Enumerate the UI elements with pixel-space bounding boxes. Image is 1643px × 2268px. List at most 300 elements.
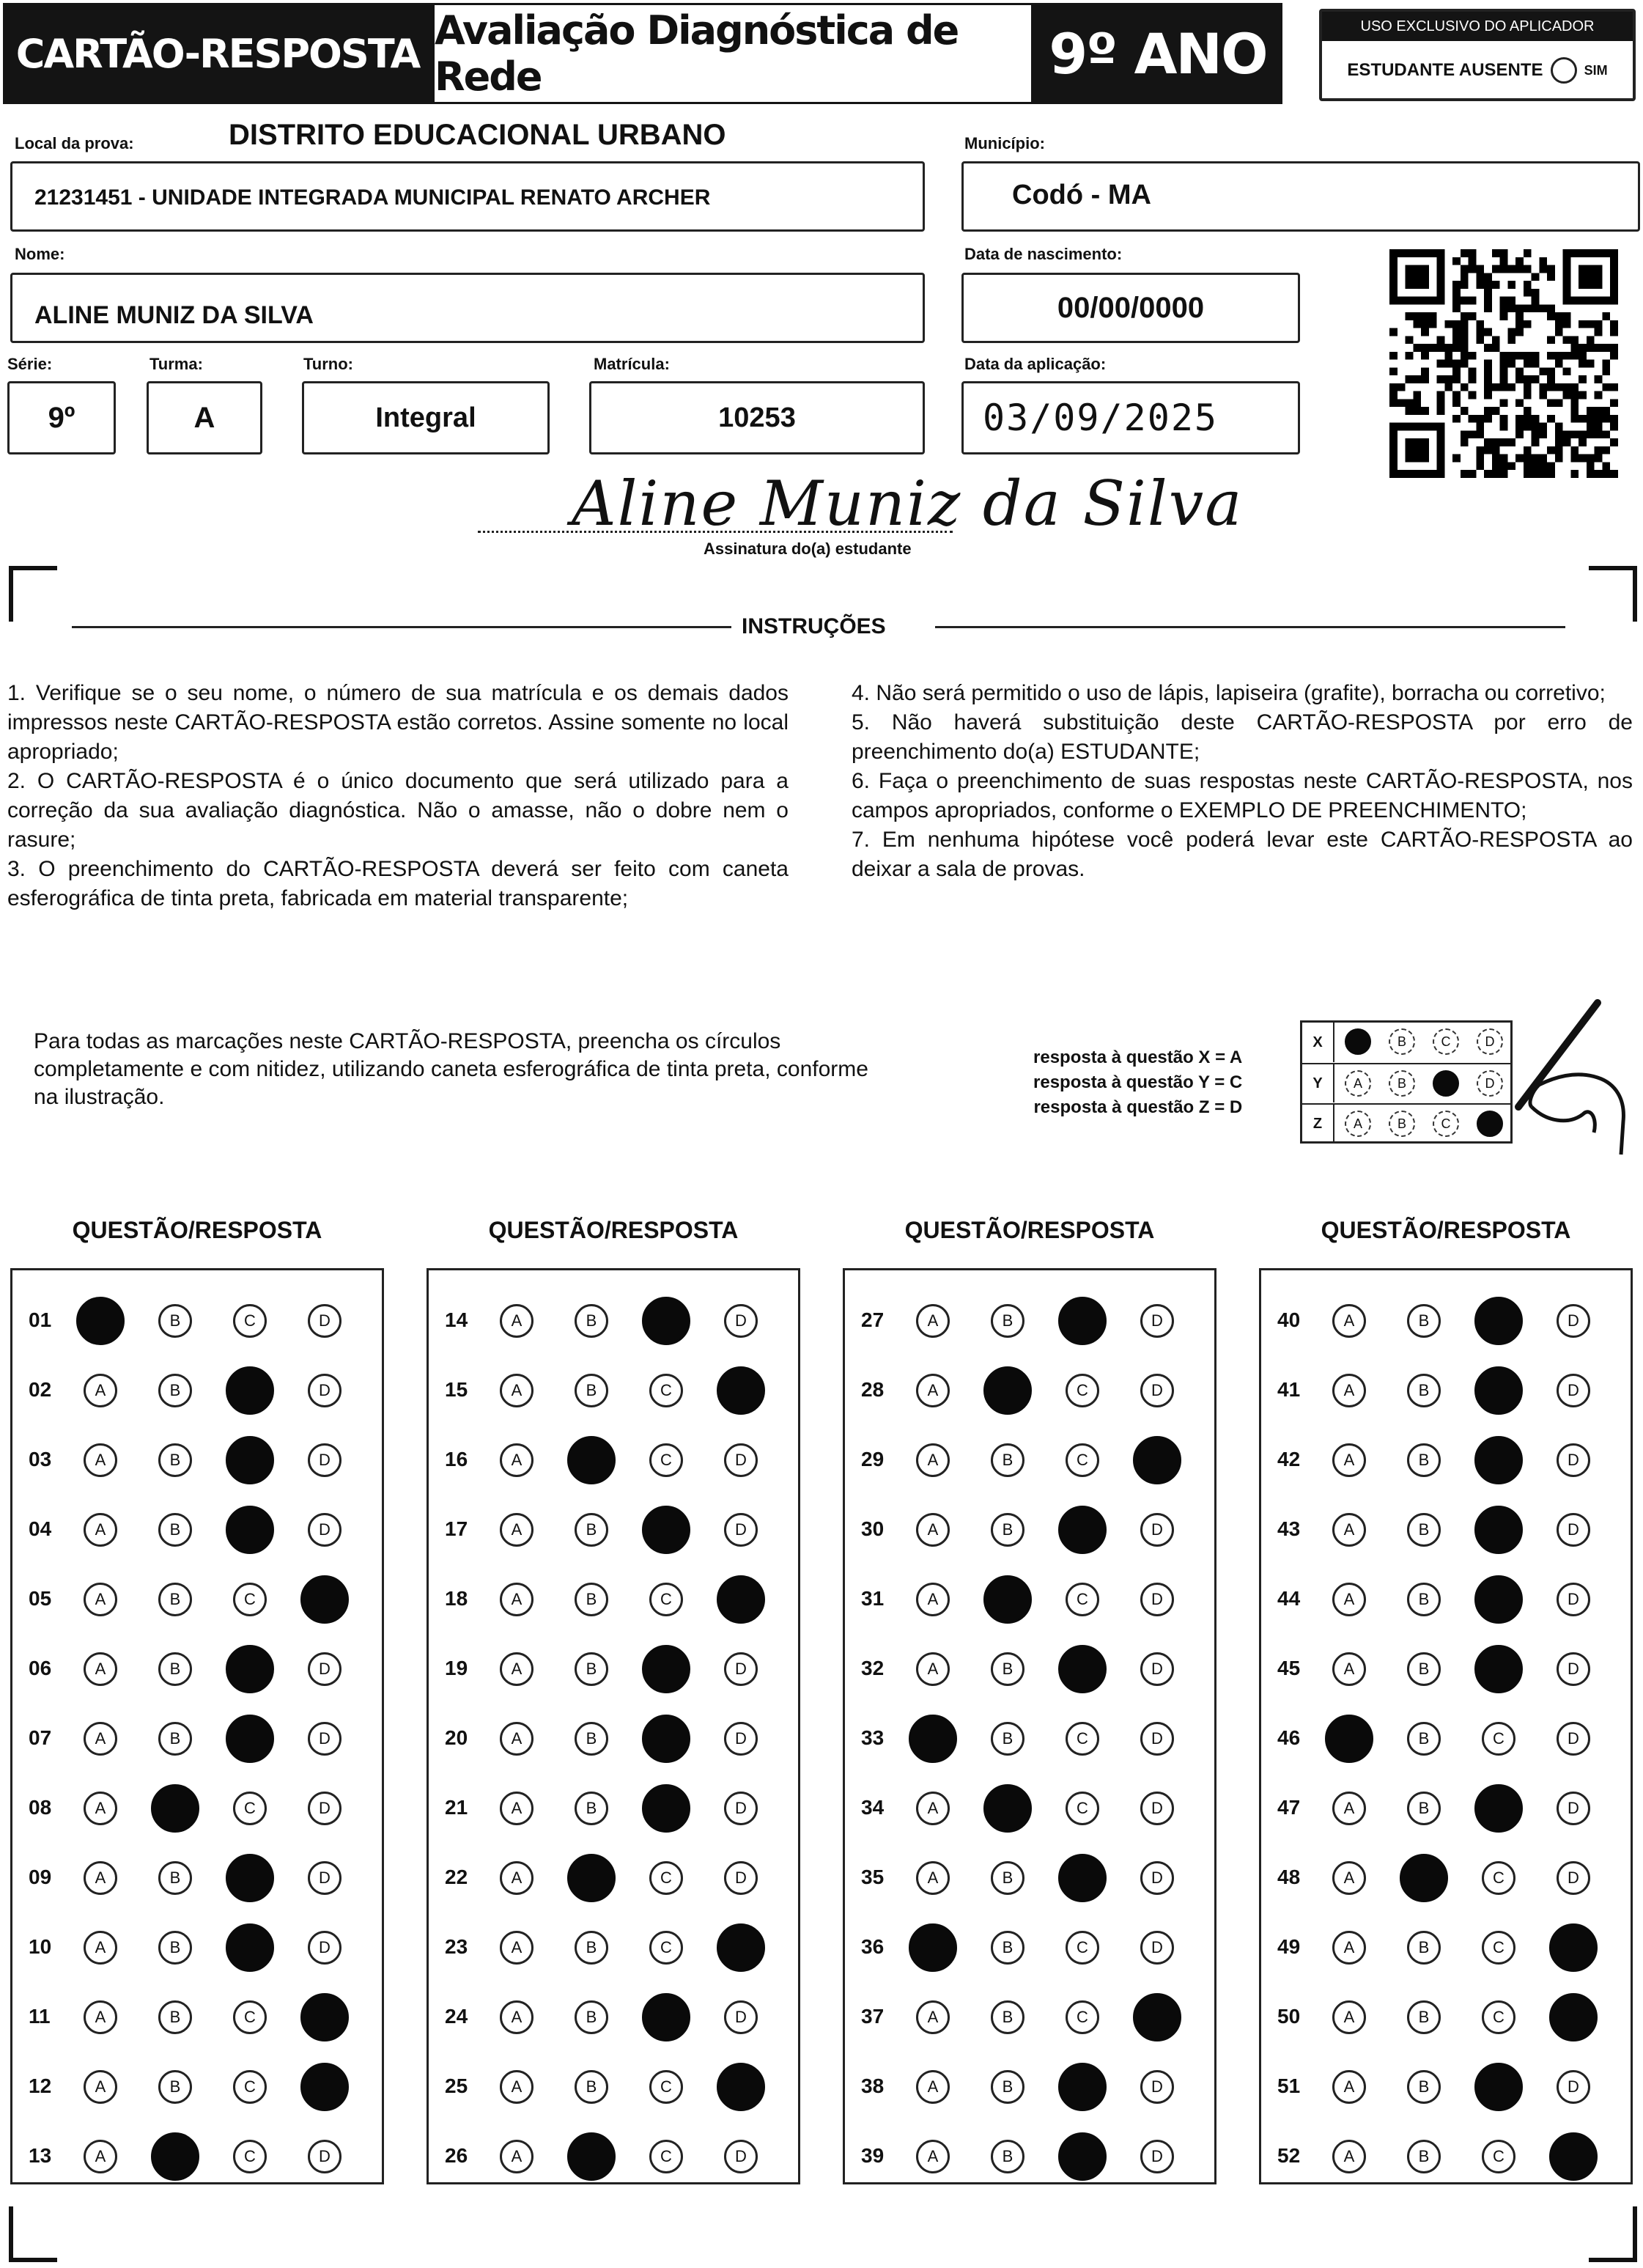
grid-heading: QUESTÃO/RESPOSTA [72, 1217, 322, 1243]
answer-bubble-c[interactable] [1474, 1436, 1523, 1484]
answer-bubble-d[interactable]: D [724, 1513, 758, 1547]
answer-bubble-a[interactable]: A [1332, 2000, 1366, 2034]
answer-row [429, 1507, 798, 1551]
answer-bubble-a[interactable] [76, 1297, 125, 1345]
question-number: 50 [1277, 2005, 1301, 2028]
answer-panel [427, 1268, 800, 2184]
answer-row [1261, 1646, 1631, 1690]
applicator-box [1319, 9, 1636, 101]
question-number: 46 [1277, 1726, 1301, 1749]
answer-row [12, 1786, 382, 1830]
answer-bubble-d[interactable]: D [1140, 2140, 1174, 2173]
answer-bubble-a[interactable]: A [916, 2140, 950, 2173]
answer-bubble-c[interactable] [1058, 1645, 1107, 1693]
question-number: 01 [29, 1308, 52, 1331]
answer-bubble-c[interactable]: C [1066, 1792, 1099, 1825]
answer-bubble-d[interactable] [300, 2063, 349, 2111]
answer-row [12, 1298, 382, 1342]
example-grid [1300, 1020, 1513, 1144]
answer-bubble-a[interactable] [1325, 1715, 1373, 1763]
instructions-left [7, 679, 789, 913]
answer-bubble-a[interactable] [909, 1715, 957, 1763]
answer-bubble-c[interactable]: C [1482, 1931, 1515, 1965]
answer-panel [10, 1268, 384, 2184]
answer-bubble-a[interactable]: A [1332, 1652, 1366, 1686]
answer-bubble-a[interactable]: A [500, 1583, 533, 1616]
answer-bubble-d[interactable]: D [1140, 1722, 1174, 1756]
answer-bubble-c[interactable] [226, 1923, 274, 1972]
answer-row [845, 1437, 1214, 1481]
answer-bubble-c[interactable] [226, 1854, 274, 1902]
answer-bubble-c[interactable] [1474, 2063, 1523, 2111]
answer-bubble-d[interactable]: D [308, 1513, 341, 1547]
aplicacao-label: Data da aplicação: [964, 355, 1107, 373]
answer-bubble-d[interactable]: D [1557, 1722, 1590, 1756]
answer-bubble-b[interactable]: B [158, 1931, 192, 1965]
answer-bubble-a[interactable]: A [500, 1861, 533, 1895]
answer-bubble-d[interactable]: D [1557, 1792, 1590, 1825]
answer-bubble-a[interactable]: A [1332, 1792, 1366, 1825]
answer-bubble-d[interactable]: D [1557, 1583, 1590, 1616]
answer-bubble-b[interactable] [567, 1854, 616, 1902]
answer-bubble-b[interactable] [983, 1784, 1032, 1833]
answer-bubble-d[interactable]: D [724, 2140, 758, 2173]
question-number: 18 [445, 1587, 468, 1610]
answer-row [1261, 2134, 1631, 2178]
answer-row [845, 2064, 1214, 2108]
answer-bubble-d[interactable]: D [1140, 1513, 1174, 1547]
answer-row [1261, 1786, 1631, 1830]
answer-bubble-c[interactable] [642, 1993, 690, 2041]
question-number: 20 [445, 1726, 468, 1749]
answer-bubble-d[interactable]: D [308, 1304, 341, 1338]
answer-row [1261, 2064, 1631, 2108]
answer-bubble-b[interactable]: B [575, 1792, 608, 1825]
answer-bubble-a[interactable]: A [500, 1304, 533, 1338]
answer-bubble-d[interactable]: D [724, 1443, 758, 1477]
answer-bubble-a[interactable]: A [916, 2070, 950, 2104]
answer-bubble-a[interactable]: A [84, 1861, 117, 1895]
answer-row [845, 1786, 1214, 1830]
example-line-y: resposta à questão Y = C [1033, 1072, 1243, 1092]
answer-row [845, 1925, 1214, 1969]
answer-bubble-c[interactable]: C [233, 1792, 267, 1825]
answer-bubble-a[interactable]: A [500, 1513, 533, 1547]
answer-bubble-a[interactable]: A [916, 1513, 950, 1547]
answer-bubble-a[interactable]: A [500, 1722, 533, 1756]
answer-bubble-c[interactable] [1474, 1297, 1523, 1345]
answer-row [12, 1716, 382, 1760]
answer-bubble-b[interactable]: B [991, 1931, 1024, 1965]
question-number: 29 [861, 1448, 885, 1470]
answer-bubble-d[interactable] [300, 1993, 349, 2041]
answer-bubble-a[interactable]: A [1332, 1931, 1366, 1965]
answer-bubble-d[interactable] [1549, 2132, 1598, 2181]
answer-bubble-d[interactable] [1133, 1436, 1181, 1484]
answer-bubble-b[interactable]: B [575, 1374, 608, 1407]
answer-bubble-b[interactable]: B [158, 1861, 192, 1895]
question-number: 34 [861, 1796, 885, 1819]
answer-bubble-d[interactable]: D [308, 2140, 341, 2173]
answer-bubble-d[interactable]: D [724, 1792, 758, 1825]
answer-row [1261, 1368, 1631, 1412]
instruction-6: 6. Faça o preenchimento de suas respostas neste CARTÃO-RESPOSTA, nos campos apropriados, conforme o EXEMPLO DE PREENCHIMENTO; [852, 769, 1633, 822]
question-number: 45 [1277, 1657, 1301, 1679]
answer-row [429, 1646, 798, 1690]
answer-bubble-b[interactable]: B [991, 1722, 1024, 1756]
answer-bubble-b[interactable]: B [991, 2140, 1024, 2173]
answer-bubble-b[interactable]: B [991, 2000, 1024, 2034]
answer-bubble-a[interactable]: A [500, 1792, 533, 1825]
answer-bubble-d[interactable]: D [308, 1931, 341, 1965]
answer-bubble-b[interactable]: B [1407, 1443, 1441, 1477]
answer-bubble-c[interactable] [1474, 1645, 1523, 1693]
answer-bubble-d[interactable] [717, 1366, 765, 1415]
answer-bubble-c[interactable]: C [1066, 2000, 1099, 2034]
answer-bubble-b[interactable]: B [1407, 1304, 1441, 1338]
answer-bubble-c[interactable] [1058, 1506, 1107, 1554]
answer-bubble-c[interactable]: C [1066, 1722, 1099, 1756]
answer-bubble-d[interactable]: D [1557, 1304, 1590, 1338]
answer-bubble-a[interactable]: A [916, 1583, 950, 1616]
answer-row [1261, 1716, 1631, 1760]
answer-bubble-c[interactable]: C [233, 1583, 267, 1616]
absent-row [1322, 41, 1633, 100]
corner-mark-bottom-left [9, 2206, 57, 2262]
answer-bubble-a[interactable]: A [1332, 1583, 1366, 1616]
answer-bubble-c[interactable] [1474, 1366, 1523, 1415]
answer-bubble-d[interactable]: D [308, 1374, 341, 1407]
answer-bubble-a[interactable]: A [1332, 1374, 1366, 1407]
answer-bubble-b[interactable]: B [1407, 1652, 1441, 1686]
answer-bubble-a[interactable]: A [84, 1652, 117, 1686]
matricula-value: 10253 [718, 402, 796, 433]
signature-label: Assinatura do(a) estudante [704, 540, 912, 558]
answer-bubble-d[interactable] [1549, 1923, 1598, 1972]
answer-bubble-c[interactable]: C [649, 2070, 683, 2104]
answer-bubble-b[interactable]: B [991, 1861, 1024, 1895]
question-number: 44 [1277, 1587, 1301, 1610]
answer-bubble-b[interactable] [1400, 1854, 1448, 1902]
answer-bubble-b[interactable]: B [991, 2070, 1024, 2104]
answer-bubble-b[interactable]: B [1407, 1374, 1441, 1407]
answer-bubble-c[interactable] [642, 1297, 690, 1345]
answer-row [845, 1855, 1214, 1899]
answer-bubble-c[interactable] [1058, 2063, 1107, 2111]
example-row-label: Z [1302, 1105, 1334, 1143]
answer-bubble-b[interactable]: B [1407, 2000, 1441, 2034]
answer-bubble-b[interactable]: B [1407, 2140, 1441, 2173]
answer-bubble-c[interactable]: C [649, 1861, 683, 1895]
example-bubble-b: B [1389, 1070, 1415, 1097]
turma-value: A [193, 401, 215, 434]
answer-bubble-b[interactable]: B [158, 1443, 192, 1477]
answer-bubble-a[interactable]: A [84, 2000, 117, 2034]
question-number: 04 [29, 1517, 52, 1540]
answer-bubble-b[interactable] [983, 1366, 1032, 1415]
answer-bubble-c[interactable] [1474, 1506, 1523, 1554]
answer-bubble-d[interactable]: D [1557, 1861, 1590, 1895]
answer-bubble-b[interactable]: B [991, 1443, 1024, 1477]
answer-bubble-d[interactable] [717, 1575, 765, 1624]
question-number: 37 [861, 2005, 885, 2028]
answer-bubble-d[interactable]: D [1557, 1374, 1590, 1407]
answer-bubble-d[interactable]: D [1140, 1304, 1174, 1338]
question-number: 32 [861, 1657, 885, 1679]
answer-bubble-c[interactable]: C [1066, 1931, 1099, 1965]
answer-bubble-d[interactable]: D [1140, 1652, 1174, 1686]
question-number: 31 [861, 1587, 885, 1610]
answer-bubble-d[interactable]: D [1140, 1792, 1174, 1825]
answer-bubble-c[interactable] [226, 1715, 274, 1763]
answer-bubble-b[interactable]: B [158, 2000, 192, 2034]
answer-bubble-c[interactable]: C [1066, 1374, 1099, 1407]
answer-bubble-c[interactable] [1058, 2132, 1107, 2181]
answer-bubble-d[interactable] [717, 2063, 765, 2111]
answer-bubble-b[interactable]: B [991, 1513, 1024, 1547]
answer-bubble-a[interactable]: A [84, 1792, 117, 1825]
answer-bubble-c[interactable] [226, 1645, 274, 1693]
answer-bubble-c[interactable]: C [1482, 1722, 1515, 1756]
answer-bubble-a[interactable]: A [500, 1374, 533, 1407]
answer-bubble-a[interactable]: A [500, 2070, 533, 2104]
answer-row [1261, 1925, 1631, 1969]
answer-bubble-a[interactable]: A [1332, 1443, 1366, 1477]
answer-bubble-c[interactable]: C [1066, 1443, 1099, 1477]
example-bubble-c: C [1433, 1028, 1459, 1055]
answer-bubble-c[interactable]: C [1482, 2000, 1515, 2034]
example-row-label: Y [1302, 1064, 1334, 1102]
answer-bubble-b[interactable]: B [575, 1583, 608, 1616]
answer-bubble-a[interactable]: A [500, 2140, 533, 2173]
school-field [10, 161, 925, 232]
answer-bubble-b[interactable]: B [575, 1722, 608, 1756]
answer-row [12, 1368, 382, 1412]
answer-bubble-b[interactable]: B [158, 1583, 192, 1616]
answer-bubble-d[interactable]: D [308, 1443, 341, 1477]
answer-row [1261, 1437, 1631, 1481]
answer-bubble-c[interactable] [1474, 1575, 1523, 1624]
question-number: 05 [29, 1587, 52, 1610]
answer-row [429, 1368, 798, 1412]
answer-bubble-b[interactable]: B [158, 1652, 192, 1686]
answer-bubble-a[interactable]: A [916, 1652, 950, 1686]
answer-bubble-b[interactable] [567, 1436, 616, 1484]
answer-bubble-a[interactable]: A [500, 1931, 533, 1965]
answer-bubble-a[interactable]: A [1332, 2140, 1366, 2173]
serie-label: Série: [7, 355, 53, 373]
answer-bubble-c[interactable]: C [1066, 1583, 1099, 1616]
answer-bubble-d[interactable]: D [724, 2000, 758, 2034]
answer-bubble-a[interactable]: A [916, 1443, 950, 1477]
answer-bubble-c[interactable] [1058, 1297, 1107, 1345]
answer-row [845, 1995, 1214, 2039]
answer-bubble-a[interactable]: A [916, 1861, 950, 1895]
answer-bubble-d[interactable] [1549, 1993, 1598, 2041]
answer-bubble-b[interactable]: B [158, 1374, 192, 1407]
answer-bubble-d[interactable]: D [1140, 1374, 1174, 1407]
answer-bubble-b[interactable] [983, 1575, 1032, 1624]
grid-heading: QUESTÃO/RESPOSTA [488, 1217, 739, 1243]
answer-bubble-b[interactable] [151, 1784, 199, 1833]
answer-bubble-b[interactable]: B [1407, 1513, 1441, 1547]
answer-bubble-a[interactable]: A [916, 2000, 950, 2034]
answer-bubble-d[interactable]: D [1140, 1861, 1174, 1895]
answer-bubble-d[interactable]: D [1557, 1443, 1590, 1477]
example-bubble-b: B [1389, 1111, 1415, 1137]
answer-bubble-d[interactable] [1133, 1993, 1181, 2041]
answer-bubble-a[interactable] [909, 1923, 957, 1972]
answer-row [429, 1577, 798, 1621]
answer-bubble-d[interactable]: D [1140, 1583, 1174, 1616]
answer-bubble-a[interactable]: A [916, 1792, 950, 1825]
answer-bubble-b[interactable]: B [575, 2070, 608, 2104]
answer-row [1261, 1298, 1631, 1342]
answer-bubble-a[interactable]: A [84, 1931, 117, 1965]
answer-bubble-d[interactable] [717, 1923, 765, 1972]
answer-row [429, 1437, 798, 1481]
answer-bubble-c[interactable] [226, 1436, 274, 1484]
answer-row [845, 1716, 1214, 1760]
answer-bubble-a[interactable]: A [1332, 1304, 1366, 1338]
answer-bubble-c[interactable]: C [1482, 2140, 1515, 2173]
answer-bubble-d[interactable]: D [724, 1722, 758, 1756]
answer-row [845, 1577, 1214, 1621]
answer-bubble-b[interactable]: B [575, 1931, 608, 1965]
aplicacao-value[interactable]: 03/09/2025 [983, 397, 1219, 439]
answer-bubble-a[interactable]: A [500, 2000, 533, 2034]
answer-bubble-c[interactable] [642, 1506, 690, 1554]
answer-bubble-b[interactable]: B [991, 1304, 1024, 1338]
answer-bubble-d[interactable]: D [308, 1652, 341, 1686]
answer-bubble-a[interactable]: A [1332, 2070, 1366, 2104]
answer-row [429, 1716, 798, 1760]
answer-bubble-c[interactable]: C [649, 2140, 683, 2173]
answer-bubble-b[interactable]: B [1407, 2070, 1441, 2104]
answer-bubble-a[interactable]: A [500, 1652, 533, 1686]
corner-mark-top-left [9, 566, 57, 622]
question-number: 03 [29, 1448, 52, 1470]
question-number: 26 [445, 2144, 468, 2167]
answer-bubble-c[interactable] [226, 1366, 274, 1415]
answer-bubble-a[interactable]: A [500, 1443, 533, 1477]
corner-mark-bottom-right [1589, 2206, 1637, 2262]
answer-bubble-b[interactable]: B [1407, 1583, 1441, 1616]
answer-bubble-b[interactable]: B [1407, 1792, 1441, 1825]
answer-bubble-d[interactable]: D [1557, 2070, 1590, 2104]
question-number: 08 [29, 1796, 52, 1819]
answer-bubble-b[interactable]: B [1407, 1722, 1441, 1756]
serie-field [7, 381, 116, 454]
answer-bubble-c[interactable]: C [649, 1931, 683, 1965]
instructions-rule-left [72, 626, 731, 628]
signature[interactable]: Aline Muniz da Silva [572, 468, 1244, 540]
answer-row [429, 1786, 798, 1830]
answer-bubble-d[interactable]: D [308, 1722, 341, 1756]
answer-bubble-d[interactable]: D [1557, 1652, 1590, 1686]
answer-bubble-c[interactable]: C [649, 1374, 683, 1407]
answer-row [429, 2064, 798, 2108]
answer-bubble-a[interactable]: A [84, 1722, 117, 1756]
matricula-field [589, 381, 925, 454]
question-number: 25 [445, 2074, 468, 2097]
answer-bubble-b[interactable] [151, 2132, 199, 2181]
answer-bubble-b[interactable]: B [575, 1304, 608, 1338]
answer-bubble-d[interactable]: D [1140, 2070, 1174, 2104]
answer-bubble-b[interactable]: B [575, 2000, 608, 2034]
question-number: 35 [861, 1866, 885, 1888]
answer-bubble-b[interactable]: B [575, 1513, 608, 1547]
answer-bubble-d[interactable]: D [308, 1792, 341, 1825]
district-name: DISTRITO EDUCACIONAL URBANO [229, 119, 726, 151]
answer-bubble-c[interactable]: C [233, 2140, 267, 2173]
example-row [1302, 1023, 1510, 1062]
answer-bubble-b[interactable]: B [1407, 1931, 1441, 1965]
answer-bubble-d[interactable]: D [724, 1861, 758, 1895]
answer-row [429, 1855, 798, 1899]
answer-bubble-a[interactable]: A [84, 1513, 117, 1547]
question-number: 16 [445, 1448, 468, 1470]
instruction-2: 2. O CARTÃO-RESPOSTA é o único documento que será utilizado para a correção da sua avaliação diagnóstica. Não o amasse, não o dobre nem o rasure; [7, 769, 789, 852]
answer-bubble-c[interactable] [226, 1506, 274, 1554]
answer-bubble-c[interactable]: C [233, 2070, 267, 2104]
answer-bubble-a[interactable]: A [84, 2140, 117, 2173]
answer-bubble-c[interactable]: C [233, 2000, 267, 2034]
answer-bubble-c[interactable] [642, 1645, 690, 1693]
answer-bubble-a[interactable]: A [84, 1583, 117, 1616]
answer-bubble-d[interactable]: D [724, 1304, 758, 1338]
answer-bubble-b[interactable] [567, 2132, 616, 2181]
answer-row [1261, 1995, 1631, 2039]
answer-bubble-a[interactable]: A [1332, 1513, 1366, 1547]
answer-bubble-d[interactable]: D [724, 1652, 758, 1686]
question-number: 30 [861, 1517, 885, 1540]
answer-row [12, 2064, 382, 2108]
answer-bubble-c[interactable]: C [649, 1583, 683, 1616]
answer-bubble-d[interactable]: D [308, 1861, 341, 1895]
question-number: 19 [445, 1657, 468, 1679]
answer-bubble-a[interactable]: A [916, 1304, 950, 1338]
answer-bubble-b[interactable]: B [991, 1652, 1024, 1686]
answer-bubble-b[interactable]: B [575, 1652, 608, 1686]
answer-bubble-c[interactable] [642, 1784, 690, 1833]
answer-bubble-c[interactable] [1058, 1854, 1107, 1902]
answer-bubble-c[interactable]: C [233, 1304, 267, 1338]
absent-checkbox[interactable] [1551, 57, 1577, 84]
answer-bubble-a[interactable]: A [916, 1374, 950, 1407]
answer-bubble-b[interactable]: B [158, 1513, 192, 1547]
answer-bubble-b[interactable]: B [158, 2070, 192, 2104]
grid-heading: QUESTÃO/RESPOSTA [904, 1217, 1155, 1243]
question-number: 21 [445, 1796, 468, 1819]
instructions-rule-right [935, 626, 1565, 628]
answer-bubble-a[interactable]: A [84, 1374, 117, 1407]
answer-bubble-b[interactable]: B [158, 1304, 192, 1338]
answer-bubble-d[interactable]: D [1557, 1513, 1590, 1547]
answer-bubble-c[interactable]: C [649, 1443, 683, 1477]
answer-bubble-c[interactable]: C [1482, 1861, 1515, 1895]
exam-title: Avaliação Diagnóstica de Rede [432, 3, 1033, 104]
answer-bubble-c[interactable] [1474, 1784, 1523, 1833]
answer-bubble-a[interactable]: A [84, 2070, 117, 2104]
answer-bubble-d[interactable] [300, 1575, 349, 1624]
absent-option: SIM [1584, 62, 1608, 78]
answer-bubble-b[interactable]: B [158, 1722, 192, 1756]
answer-bubble-d[interactable]: D [1140, 1931, 1174, 1965]
answer-bubble-a[interactable]: A [84, 1443, 117, 1477]
answer-bubble-c[interactable] [642, 1715, 690, 1763]
answer-bubble-a[interactable]: A [1332, 1861, 1366, 1895]
